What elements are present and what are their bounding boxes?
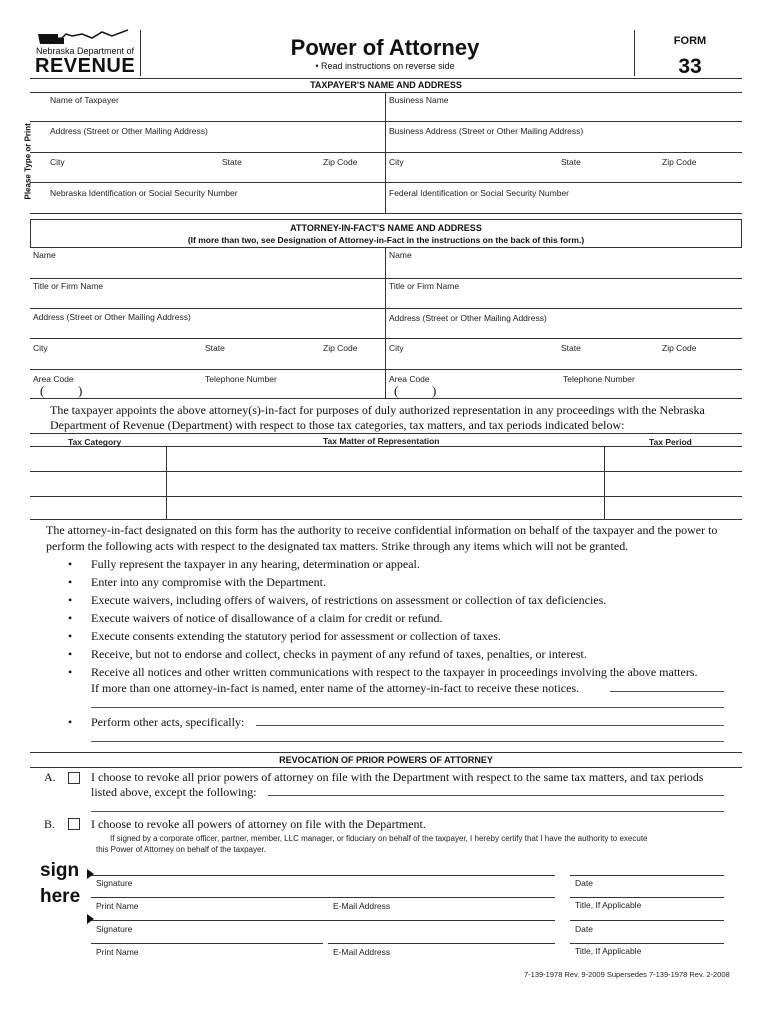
business-state-field[interactable]: State [561,157,581,167]
other-acts-input-line2[interactable] [91,741,724,742]
revenue-wordmark: REVENUE [35,55,136,77]
attorney-section-subtitle: (If more than two, see Designation of Attorney-in-Fact in the instructions on the back of this form.) [187,235,585,245]
revocation-a-text: I choose to revoke all prior powers of attorney on file with the Department with respect to the same tax matters, and tax periods [91,770,704,784]
business-city-field[interactable]: City [389,157,404,167]
sign-arrow-icon [87,869,95,879]
revocation-title: REVOCATION OF PRIOR POWERS OF ATTORNEY [279,755,493,765]
attorney1-title-field[interactable]: Title or Firm Name [33,281,104,291]
act-item-5[interactable]: Execute consents extending the statutory period for assessment or collection of taxes. [91,629,501,643]
taxpayer-state-field[interactable]: State [222,157,242,167]
bullet-4: • [68,611,73,625]
revocation-b-checkbox[interactable] [68,818,80,830]
signature-field-2[interactable]: Signature [96,924,133,934]
act-item-3[interactable]: Execute waivers, including offers of waivers, of restrictions on assessment or collection of tax deficiencies. [91,593,607,607]
date-field-1[interactable]: Date [575,878,593,888]
taxpayer-city-field[interactable]: City [50,157,65,167]
dept-label: Nebraska Department of [36,46,135,56]
attorney2-zip-field[interactable]: Zip Code [662,343,697,353]
attorney2-name-field[interactable]: Name [389,250,412,260]
attorney1-city-field[interactable]: City [33,343,48,353]
taxpayer-section-title: TAXPAYER'S NAME AND ADDRESS [310,80,462,90]
authority-text: The attorney-in-fact designated on this form has the authority to receive confidential information on behalf of the taxpayer and the power to perform the following acts with respect to the designated tax matters. Strike through any items which will not be granted. [46,523,718,553]
email-field-2[interactable]: E-Mail Address [333,947,391,957]
attorney2-city-field[interactable]: City [389,343,404,353]
attorney2-paren-open: ( [394,383,399,398]
revocation-a-label: A. [44,770,56,784]
federal-id-field[interactable]: Federal Identification or Social Security Number [389,188,569,198]
title-field-2[interactable]: Title, If Applicable [575,946,642,956]
form-revision-footer: 7-139-1978 Rev. 9-2009 Supersedes 7-139-1978 Rev. 2-2008 [524,970,730,979]
act-item-7[interactable]: Receive all notices and other written communications with respect to the taxpayer in proceedings involving the above matters. [91,665,698,679]
certification-text2: this Power of Attorney on behalf of the taxpayer. [96,845,266,854]
revocation-exceptions-input[interactable] [268,795,724,796]
taxpayer-name-field[interactable]: Name of Taxpayer [50,95,119,105]
business-zip-field[interactable]: Zip Code [662,157,697,167]
tax-period-header: Tax Period [649,437,692,447]
nebraska-map-icon [32,26,140,48]
notice-recipient-input[interactable] [610,691,724,692]
certification-text: If signed by a corporate officer, partner, member, LLC manager, or fiduciary on behalf of the taxpayer, I hereby certify that I have the authority to execute [110,834,648,843]
sign-label: sign [40,860,80,881]
act-item-1[interactable]: Fully represent the taxpayer in any hearing, determination or appeal. [91,557,420,571]
bullet-8: • [68,715,73,729]
taxpayer-zip-field[interactable]: Zip Code [323,157,358,167]
attorney1-telephone-field[interactable]: Telephone Number [205,374,277,384]
revocation-a-text2: listed above, except the following: [91,785,257,799]
revocation-b-text: I choose to revoke all powers of attorney on file with the Department. [91,817,426,831]
attorney2-state-field[interactable]: State [561,343,581,353]
attorney1-zip-field[interactable]: Zip Code [323,343,358,353]
attorney2-telephone-field[interactable]: Telephone Number [563,374,635,384]
attorney2-area-code-field[interactable]: Area Code [389,374,430,384]
attorney1-area-code-field[interactable]: Area Code [33,374,74,384]
tax-category-header: Tax Category [68,437,122,447]
taxpayer-address-field[interactable]: Address (Street or Other Mailing Address) [50,126,208,136]
attorney2-title-field[interactable]: Title or Firm Name [389,281,460,291]
revocation-a-checkbox[interactable] [68,772,80,784]
tax-matter-header: Tax Matter of Representation [323,436,440,446]
attorney1-paren-close: ) [78,383,83,398]
other-acts-label: Perform other acts, specifically: [91,715,245,729]
appoint-text: The taxpayer appoints the above attorney(s)-in-fact for purposes of duly authorized representation in any proceedings with the Nebraska Department of Revenue (Department) with respect to those tax categories, tax matters, and tax periods indicated below: [50,403,705,432]
attorney-section-header [30,219,742,248]
form-label: FORM [673,35,707,47]
bullet-6: • [68,647,73,661]
other-acts-input[interactable] [256,725,724,726]
date-field-2[interactable]: Date [575,924,593,934]
bullet-2: • [68,575,73,589]
act-item-6[interactable]: Receive, but not to endorse and collect, checks in payment of any refund of taxes, penalties, or interest. [91,647,587,661]
act-item-2[interactable]: Enter into any compromise with the Department. [91,575,326,589]
attorney1-paren-open: ( [40,383,45,398]
attorney1-address-field[interactable]: Address (Street or Other Mailing Address) [33,312,191,322]
business-address-field[interactable]: Business Address (Street or Other Mailing Address) [389,126,584,136]
attorney1-state-field[interactable]: State [205,343,225,353]
print-name-field-1[interactable]: Print Name [96,901,139,911]
attorney2-address-field[interactable]: Address (Street or Other Mailing Address) [389,313,547,323]
sign-arrow-icon [87,914,95,924]
here-label: here [40,886,81,907]
bullet-1: • [68,557,73,571]
side-label: Please Type or Print [23,123,33,200]
signature-field-1[interactable]: Signature [96,878,133,888]
revocation-b-label: B. [44,817,56,831]
revocation-exceptions-input-line2[interactable] [91,811,724,812]
business-name-field[interactable]: Business Name [389,95,449,105]
attorney1-name-field[interactable]: Name [33,250,56,260]
table-row[interactable] [30,496,742,497]
print-name-field-2[interactable]: Print Name [96,947,139,957]
page-title: Power of Attorney [290,35,480,60]
act-item-7-continued: If more than one attorney-in-fact is named, enter name of the attorney-in-fact to receive these notices. [91,681,580,695]
taxpayer-id-field[interactable]: Nebraska Identification or Social Security Number [50,188,238,198]
notice-recipient-input-line2[interactable] [91,707,724,708]
attorney2-paren-close: ) [432,383,437,398]
subtitle: • Read instructions on reverse side [315,61,455,71]
form-number: 33 [678,55,702,78]
title-field-1[interactable]: Title, If Applicable [575,900,642,910]
bullet-7: • [68,665,73,679]
table-row[interactable] [30,471,742,472]
bullet-3: • [68,593,73,607]
email-field-1[interactable]: E-Mail Address [333,901,391,911]
nebraska-logo [32,26,140,76]
attorney-section-title: ATTORNEY-IN-FACT'S NAME AND ADDRESS [290,223,482,233]
bullet-5: • [68,629,73,643]
act-item-4[interactable]: Execute waivers of notice of disallowance of a claim for credit or refund. [91,611,443,625]
